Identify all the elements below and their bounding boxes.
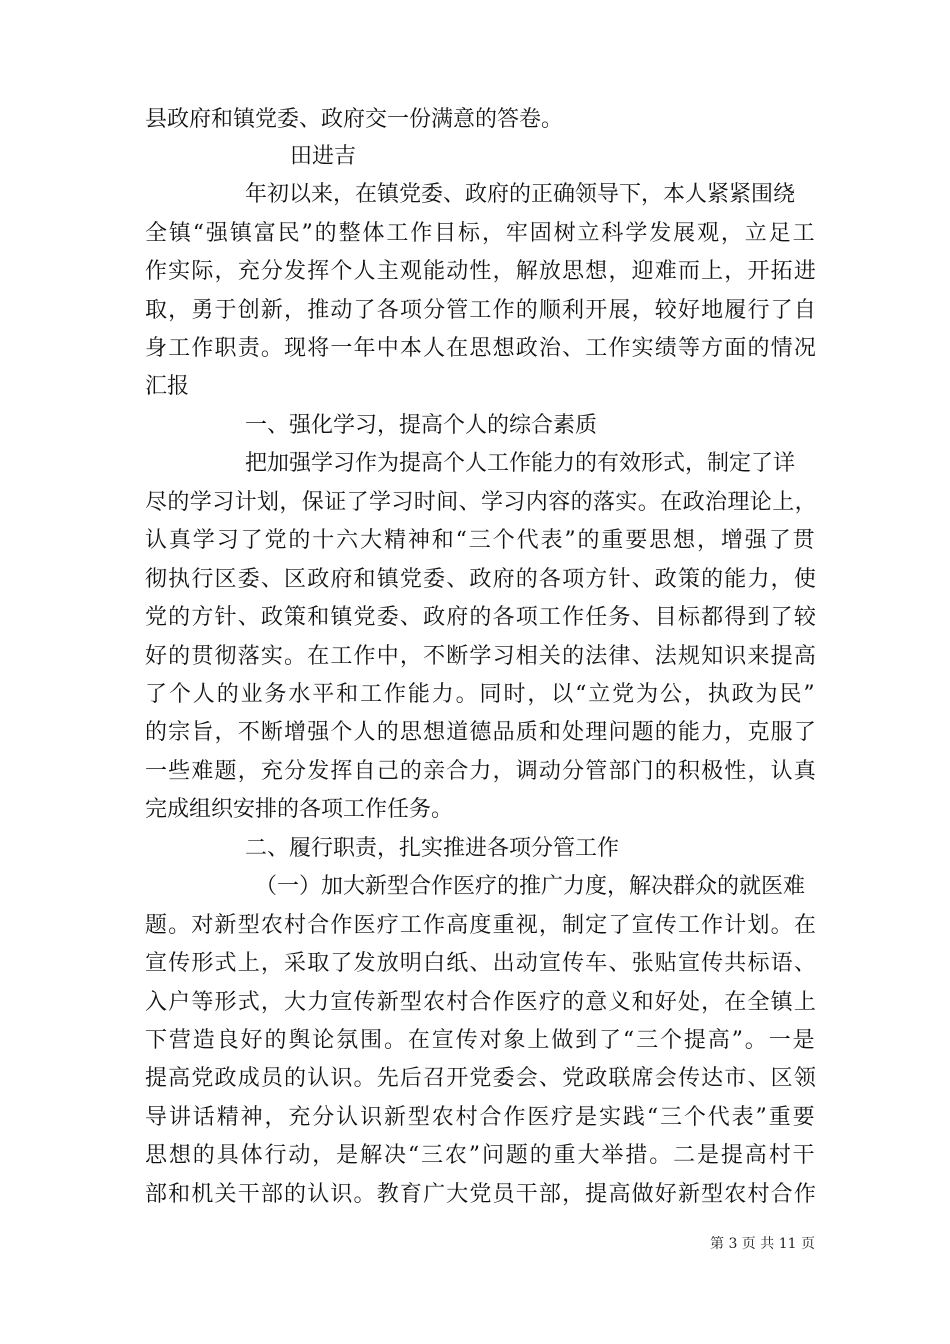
text-line: 入户等形式，大力宣传新型农村合作医疗的意义和好处，在全镇上 — [145, 990, 818, 1015]
text-line: 思想的具体行动，是解决“三农”问题的重大举措。二是提高村干 — [145, 1143, 817, 1168]
text-line: 身工作职责。现将一年中本人在思想政治、工作实绩等方面的情况 — [145, 336, 818, 361]
text-line: 把加强学习作为提高个人工作能力的有效形式，制定了详 — [245, 451, 796, 476]
text-line: 党的方针、政策和镇党委、政府的各项工作任务、目标都得到了较 — [145, 605, 818, 630]
text-line: 全镇“强镇富民”的整体工作目标，牢固树立科学发展观，立足工 — [145, 221, 817, 246]
text-line: 的宗旨，不断增强个人的思想道德品质和处理问题的能力，克服了 — [145, 720, 818, 745]
text-line: 取，勇于创新，推动了各项分管工作的顺利开展，较好地履行了自 — [145, 298, 818, 323]
text-line: 题。对新型农村合作医疗工作高度重视，制定了宣传工作计划。在 — [145, 913, 818, 938]
text-line: 部和机关干部的认识。教育广大党员干部，提高做好新型农村合作 — [145, 1182, 818, 1207]
text-line: 宣传形式上，采取了发放明白纸、出动宣传车、张贴宣传共标语、 — [145, 951, 818, 976]
text-line: 下营造良好的舆论氛围。在宣传对象上做到了“三个提高”。一是 — [145, 1028, 817, 1053]
text-line: 完成组织安排的各项工作任务。 — [145, 797, 454, 822]
text-line: 县政府和镇党委、政府交一份满意的答卷。 — [145, 107, 564, 132]
text-line: 一、强化学习，提高个人的综合素质 — [245, 413, 598, 438]
text-line: 好的贯彻落实。在工作中，不断学习相关的法律、法规知识来提高 — [145, 644, 818, 669]
text-line: 二、履行职责，扎实推进各项分管工作 — [245, 836, 620, 861]
text-line: 导讲话精神，充分认识新型农村合作医疗是实践“三个代表”重要 — [145, 1105, 817, 1130]
text-line: 田进吉 — [290, 144, 357, 169]
text-line: 提高党政成员的认识。先后召开党委会、党政联席会传达市、区领 — [145, 1066, 818, 1091]
text-line: 认真学习了党的十六大精神和“三个代表”的重要思想，增强了贯 — [145, 528, 817, 553]
text-line: 彻执行区委、区政府和镇党委、政府的各项方针、政策的能力，使 — [145, 567, 818, 592]
text-line: 作实际，充分发挥个人主观能动性，解放思想，迎难而上，开拓进 — [145, 259, 818, 284]
text-line: （一）加大新型合作医疗的推广力度，解决群众的就医难 — [255, 874, 806, 899]
page-number: 第 3 页 共 11 页 — [710, 1236, 815, 1252]
text-line: 一些难题，充分发挥自己的亲合力，调动分管部门的积极性，认真 — [145, 759, 818, 784]
text-line: 汇报 — [145, 374, 190, 399]
text-line: 年初以来，在镇党委、政府的正确领导下，本人紧紧围绕 — [245, 182, 796, 207]
text-line: 了个人的业务水平和工作能力。同时，以“立党为公，执政为民” — [145, 682, 817, 707]
text-line: 尽的学习计划，保证了学习时间、学习内容的落实。在政治理论上， — [145, 490, 818, 515]
